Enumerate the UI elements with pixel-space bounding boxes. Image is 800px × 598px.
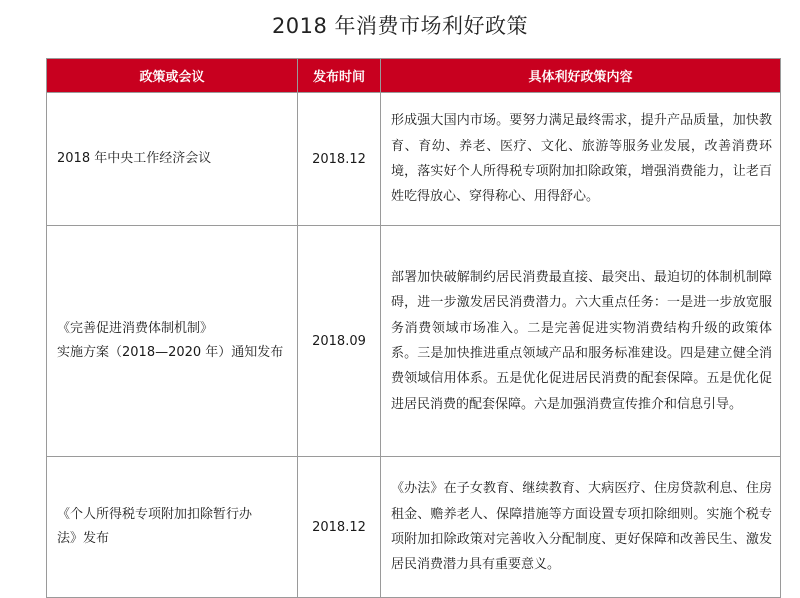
policy-name-line: 《完善促进消费体制机制》: [57, 321, 214, 336]
table-row: [47, 93, 781, 226]
policy-content-cell: 部署加快破解制约居民消费最直接、最突出、最迫切的体制机制障碍，进一步激发居民消费潜力。六大重点任务：一是进一步放宽服务消费领域市场准入。二是完善促进实物消费结构升级的政策体系。三是加快推进重点领域产品和服务标准建设。四是建立健全消费领域信用体系。五是优化促进居民消费的配套保障。五是优化促进居民消费的配套保障。六是加强消费宣传推介和信息引导。: [381, 226, 781, 457]
header-content: 具体利好政策内容: [381, 59, 781, 93]
policy-content-cell: 《办法》在子女教育、继续教育、大病医疗、住房贷款利息、住房租金、赡养老人、保障措施等方面设置专项扣除细则。实施个税专项附加扣除政策对完善收入分配制度、更好保障和改善民生、激发居民消费潜力具有重要意义。: [381, 457, 781, 598]
page-title: 2018 年消费市场利好政策: [271, 14, 529, 38]
policy-content-cell: 形成强大国内市场。要努力满足最终需求，提升产品质量，加快教育、育幼、养老、医疗、文化、旅游等服务业发展，改善消费环境，落实好个人所得税专项附加扣除政策，增强消费能力，让老百姓吃得放心、穿得称心、用得舒心。: [381, 93, 781, 226]
table-header-row: [47, 59, 781, 93]
policy-name-line: 实施方案（2018—2020 年）通知发布: [57, 345, 284, 360]
policy-name-line: 《个人所得税专项附加扣除暂行办: [57, 507, 253, 522]
release-date-cell: 2018.09: [298, 226, 381, 457]
table-row: [47, 457, 781, 598]
release-date-cell: 2018.12: [298, 457, 381, 598]
policy-name-cell: [47, 93, 298, 226]
header-policy: 政策或会议: [47, 59, 298, 93]
policy-name-line: 2018 年中央工作经济会议: [57, 151, 212, 166]
release-date-cell: 2018.12: [298, 93, 381, 226]
policy-table: [46, 58, 781, 598]
header-date: 发布时间: [298, 59, 381, 93]
policy-name-cell: [47, 457, 298, 598]
table-row: [47, 226, 781, 457]
policy-name-line: 法》发布: [57, 531, 110, 546]
policy-name-cell: [47, 226, 298, 457]
